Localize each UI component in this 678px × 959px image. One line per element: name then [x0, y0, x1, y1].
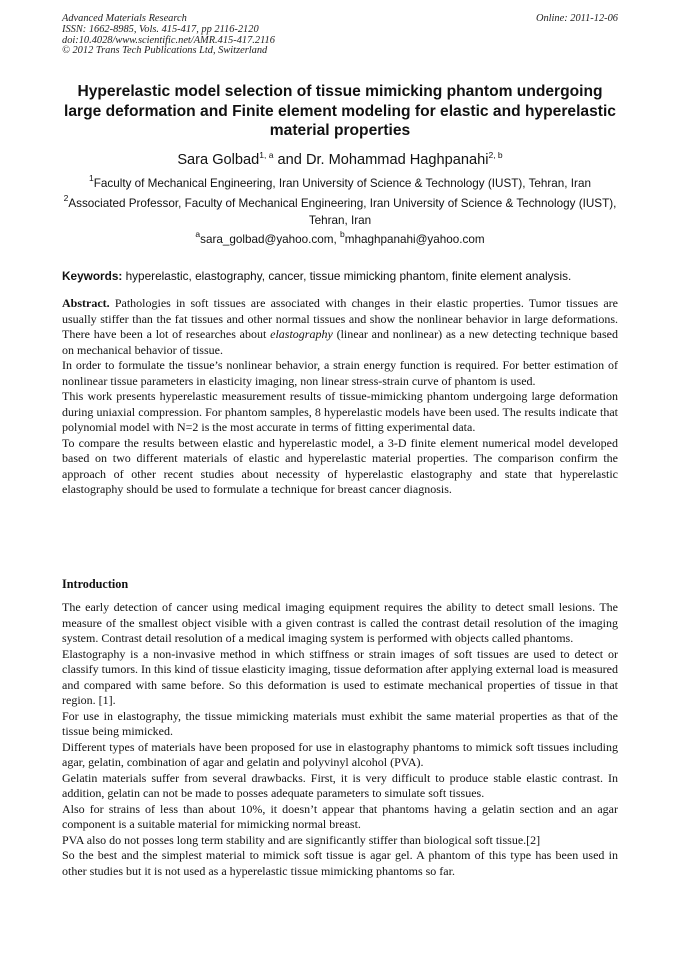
intro-paragraph-8: So the best and the simplest material to mimick soft tissue is agar gel. A phantom of this type has been used in other studies but it is not used as a hyperelastic tissue mimicking phantoms so far.: [62, 848, 618, 878]
affiliation-1-sup: 1: [89, 173, 94, 183]
author-conj: and: [273, 152, 306, 168]
intro-paragraph-7: PVA also do not posses long term stability and are significantly stiffer than biological soft tissue.[2]: [62, 832, 541, 847]
intro-paragraph-3: For use in elastography, the tissue mimicking materials must exhibit the same material properties as that of the tissue being mimicked.: [62, 708, 618, 738]
abstract-p1-emphasis: elastography: [270, 327, 333, 341]
intro-paragraph-6: Also for strains of less than about 10%, it doesn’t appear that phantoms having a gelatin section and an agar component is a suitable material for mimicking normal breast.: [62, 801, 618, 831]
email-a: sara_golbad@yahoo.com,: [200, 233, 340, 246]
copyright-line: © 2012 Trans Tech Publications Ltd, Switzerland: [62, 45, 268, 57]
online-date: Online: 2011-12-06: [535, 13, 618, 24]
keywords: [62, 268, 618, 284]
author-2-sup: 2, b: [488, 150, 503, 160]
keywords-label: Keywords:: [62, 269, 123, 283]
author-2: Dr. Mohammad Haghpanahi: [305, 152, 489, 168]
journal-header: [62, 14, 618, 57]
intro-paragraph-2: Elastography is a non-invasive method in which stiffness or strain images of soft tissues are used to detect or classify tumors. In this kind of tissue elasticity imaging, tissue deformation after applying external load is measured and compared with same before. So this deformation is used to estimate mechanical properties of tissue in that region. [1].: [62, 646, 618, 707]
email-line: [62, 229, 618, 248]
affiliation-1-text: Faculty of Mechanical Engineering, Iran University of Science & Technology (IUST), Tehran, Iran: [93, 177, 591, 190]
email-a-sup: a: [195, 229, 201, 239]
affiliation-1: [62, 173, 618, 193]
abstract-p1-part-b: (linear and nonlinear) as a new detecting technique based on mechanical behavior of tissue.: [62, 327, 619, 357]
paper-title: Hyperelastic model selection of tissue mimicking phantom undergoing large deformation and Finite element modeling for elastic and hyperelastic material properties: [64, 83, 616, 139]
author-line: [62, 151, 618, 169]
abstract-paragraph-3: This work presents hyperelastic measurement results of tissue-mimicking phantom undergoing large deformation during uniaxial compression. For phantom samples, 8 hyperelastic models have been used. The results indicate that polynomial model with N=2 is the most accurate in terms of fitting experimental data.: [62, 389, 618, 434]
abstract-p1-part-a: Pathologies in soft tissues are associated with changes in their elastic properties. Tumor tissues are usually stiffer than the fat tissues and other normal tissues and show the nonlinear behavior in large deformations. There have been a lot of researches about: [62, 296, 618, 341]
abstract-paragraph-1: [62, 296, 618, 358]
author-1: Sara Golbad: [177, 152, 260, 168]
abstract-paragraph-4: To compare the results between elastic and hyperelastic model, a 3-D finite element numerical model developed based on two different materials of elastic and hyperelastic material properties. The comparison confirm the approach of other recent studies about necessity of hyperelastic elastography and state that hyperelastic elastography should be used to formulate a technique for breast cancer diagnosis.: [62, 435, 618, 496]
journal-name: Advanced Materials Research: [62, 13, 187, 24]
affiliation-2-text: Associated Professor, Faculty of Mechanical Engineering, Iran University of Science & Technology (IUST), Tehran, Iran: [68, 197, 617, 227]
affiliation-2-sup: 2: [63, 193, 69, 203]
introduction-body: [62, 600, 618, 879]
intro-paragraph-5: Gelatin materials suffer from several drawbacks. First, it is very difficult to produce stable elastic contrast. In addition, gelatin can not be made to posses adequate parameters to simulate soft tissues.: [62, 770, 618, 800]
issn-line: ISSN: 1662-8985, Vols. 415-417, pp 2116-2120: [62, 23, 259, 35]
abstract: [62, 296, 618, 498]
introduction-heading: Introduction: [62, 577, 129, 591]
keywords-text: hyperelastic, elastography, cancer, tissue mimicking phantom, finite element analysis.: [122, 269, 572, 283]
affiliation-2: [62, 193, 618, 229]
email-b: mhaghpanahi@yahoo.com: [344, 233, 485, 246]
doi-line: doi:10.4028/www.scientific.net/AMR.415-417.2116: [62, 34, 275, 46]
abstract-label: Abstract.: [62, 296, 110, 310]
abstract-paragraph-2: In order to formulate the tissue’s nonlinear behavior, a strain energy function is required. For better estimation of nonlinear tissue parameters in elasticity imaging, non linear stress-strain curve of phantom is used.: [62, 358, 618, 388]
author-1-sup: 1, a: [259, 150, 274, 160]
intro-paragraph-4: Different types of materials have been proposed for use in elastography phantoms to mimick soft tissues including agar, gelatin, combination of agar and gelatin and polyvinyl alcohol (PVA).: [62, 739, 618, 769]
email-b-sup: b: [340, 229, 345, 239]
intro-paragraph-1: The early detection of cancer using medical imaging equipment requires the ability to detect small lesions. The measure of the smallest object visible with a given contrast is called the contrast detail resolution of the imaging system. Contrast detail resolution of a medical imaging system is performed with objects called phantoms.: [62, 600, 618, 645]
